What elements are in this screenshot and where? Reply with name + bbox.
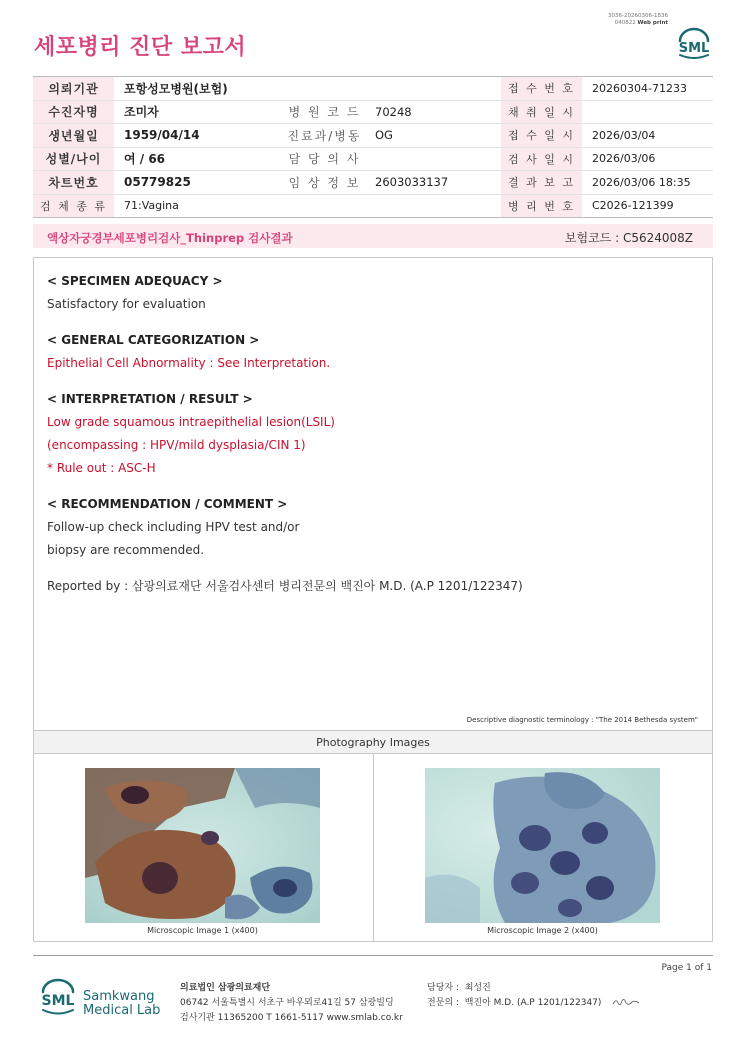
info-label: 검 체 종 류 [33, 194, 114, 218]
recommendation-heading: < RECOMMENDATION / COMMENT > [47, 497, 288, 511]
adequacy-text: Satisfactory for evaluation [47, 297, 206, 311]
info-label: 검 사 일 시 [501, 147, 582, 171]
footer-logo-text: SML [41, 993, 75, 1009]
print-code [608, 13, 668, 27]
info-value [365, 77, 501, 101]
info-label: 생년월일 [33, 124, 114, 148]
info-value [365, 194, 501, 218]
staff-name: 최성진 [464, 983, 491, 993]
info-label: 채 취 일 시 [501, 100, 582, 124]
info-label: 담 당 의 사 [284, 147, 365, 171]
info-value: C2026-121399 [582, 194, 713, 218]
info-value: 1959/04/14 [114, 124, 284, 148]
info-value: 포항성모병원(보험) [114, 77, 284, 101]
print-label: Web print [637, 20, 668, 26]
print-code-line2: 040822 [614, 20, 636, 26]
photo-section-header: Photography Images [33, 730, 713, 754]
footer-address [180, 981, 403, 1026]
info-value: 05779825 [114, 171, 284, 195]
result-text [47, 270, 523, 598]
info-value: 2026/03/06 [582, 147, 713, 171]
specialist-name: 백진아 M.D. (A.P 1201/122347) [464, 998, 602, 1008]
info-value: 2026/03/06 18:35 [582, 171, 713, 195]
brand-line: Samkwang [83, 989, 155, 1004]
specialist-label: 전문의 : [427, 998, 459, 1008]
info-row [33, 77, 713, 101]
info-label: 병 원 코 드 [284, 100, 365, 124]
info-value: 71:Vagina [114, 194, 284, 218]
recommendation-line: Follow-up check including HPV test and/or [47, 520, 300, 534]
result-box [33, 257, 713, 731]
photo-caption-2: Microscopic Image 2 (x400) [487, 926, 598, 935]
exam-name: 액상자궁경부세포병리검사_Thinprep 검사결과 [47, 231, 293, 245]
patient-info-table [33, 76, 713, 218]
info-value: 여 / 66 [114, 147, 284, 171]
exam-name-bar [33, 224, 713, 248]
info-label: 차트번호 [33, 171, 114, 195]
interpretation-line: Low grade squamous intraepithelial lesion(LSIL) [47, 415, 335, 429]
info-label: 결 과 보 고 [501, 171, 582, 195]
info-value: OG [365, 124, 501, 148]
footer-divider [33, 955, 713, 956]
microscopic-image-2 [425, 768, 660, 923]
contact-info: 검사기관 11365200 T 1661-5117 www.smlab.co.kr [180, 1013, 403, 1023]
info-label: 성별/나이 [33, 147, 114, 171]
recommendation-line: biopsy are recommended. [47, 543, 205, 557]
address: 06742 서울특별시 서초구 바우뫼로41길 57 삼광빌딩 [180, 998, 394, 1008]
info-label: 접 수 번 호 [501, 77, 582, 101]
info-row [33, 100, 713, 124]
info-label: 접 수 일 시 [501, 124, 582, 148]
signature-icon [612, 996, 640, 1008]
footer-staff [427, 981, 601, 1011]
info-value [365, 147, 501, 171]
info-value: 조미자 [114, 100, 284, 124]
brand-line: Medical Lab [83, 1003, 161, 1018]
info-row [33, 171, 713, 195]
photo-caption-1: Microscopic Image 1 (x400) [147, 926, 258, 935]
info-label: 병 리 번 호 [501, 194, 582, 218]
info-row [33, 124, 713, 148]
interpretation-line: (encompassing : HPV/mild dysplasia/CIN 1) [47, 438, 306, 452]
footer-brand [83, 990, 160, 1018]
adequacy-heading: < SPECIMEN ADEQUACY > [47, 274, 223, 288]
info-value [582, 100, 713, 124]
report-title: 세포병리 진단 보고서 [34, 35, 247, 60]
staff-label: 담당자 : [427, 983, 459, 993]
interpretation-heading: < INTERPRETATION / RESULT > [47, 392, 253, 406]
info-label [284, 77, 365, 101]
logo-text: SML [678, 41, 710, 56]
info-value: 2026/03/04 [582, 124, 713, 148]
info-label: 진료과/병동 [284, 124, 365, 148]
photo-section [33, 753, 713, 942]
terminology-note: Descriptive diagnostic terminology : "The 2014 Bethesda system" [466, 716, 698, 724]
info-value: 20260304-71233 [582, 77, 713, 101]
print-code-line1: 3036-20260306-1836 [608, 13, 668, 19]
info-label: 임 상 정 보 [284, 171, 365, 195]
sml-footer-logo-icon [38, 978, 78, 1018]
info-value: 2603033137 [365, 171, 501, 195]
interpretation-line: * Rule out : ASC-H [47, 461, 156, 475]
reported-by: Reported by : 삼광의료재단 서울검사센터 병리전문의 백진아 M.D. (A.P 1201/122347) [47, 579, 523, 593]
insurance-code: 보험코드 : C5624008Z [564, 231, 693, 245]
organization-name: 의료법인 삼광의료재단 [180, 983, 271, 993]
info-value: 70248 [365, 100, 501, 124]
page-number: Page 1 of 1 [661, 963, 712, 973]
info-label: 의뢰기관 [33, 77, 114, 101]
sml-logo-icon [675, 27, 713, 61]
category-heading: < GENERAL CATEGORIZATION > [47, 333, 260, 347]
category-text: Epithelial Cell Abnormality : See Interpretation. [47, 356, 331, 370]
info-label: 수진자명 [33, 100, 114, 124]
info-row [33, 147, 713, 171]
info-label [284, 194, 365, 218]
info-row [33, 194, 713, 218]
microscopic-image-1 [85, 768, 320, 923]
